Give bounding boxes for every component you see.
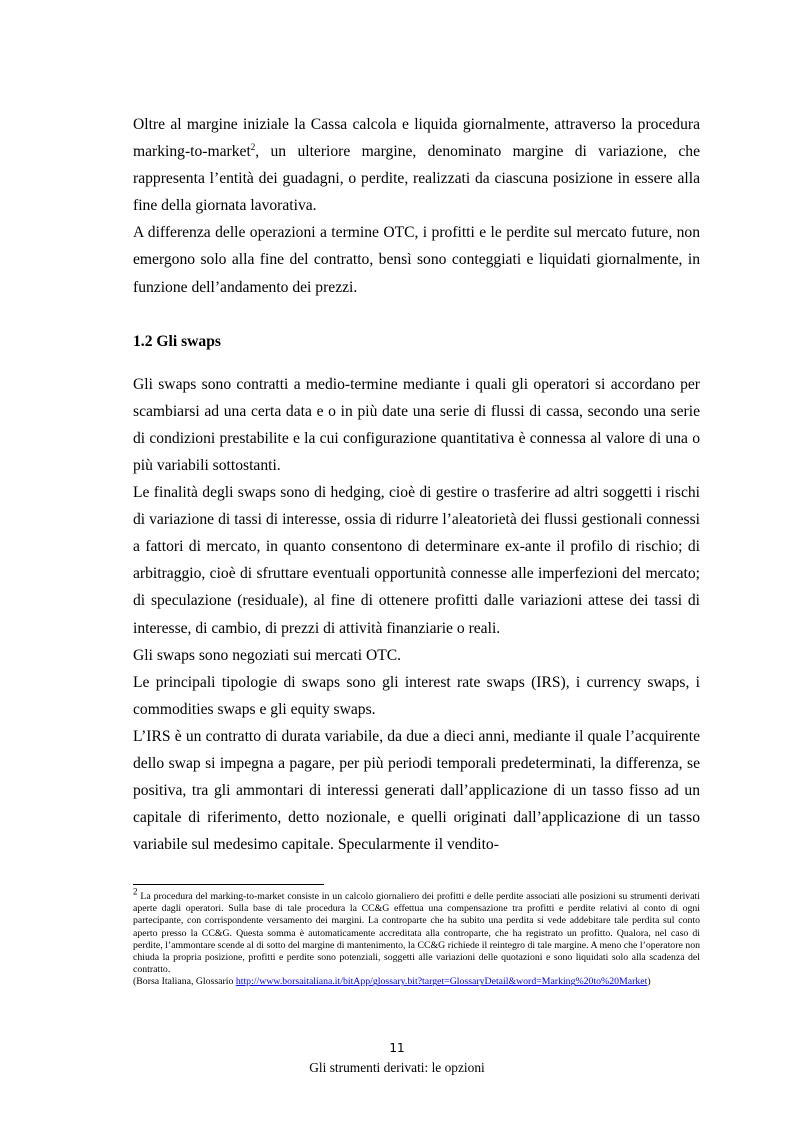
footnote-source-prefix: (Borsa Italiana, Glossario <box>133 976 236 988</box>
paragraph-text: Oltre al margine iniziale la Cassa calcola e liquida giornalmente, attraverso la procedura marking-to-market <box>133 116 700 161</box>
section-heading-block <box>133 328 700 355</box>
running-footer: Gli strumenti derivati: le opzioni <box>309 1060 485 1075</box>
footnote-number: 2 <box>133 886 138 897</box>
paragraph: A differenza delle operazioni a termine OTC, i profitti e le perdite sul mercato future, non emergono solo alla fine del contratto, bensì sono conteggiati e liquidati giornalmente, in funzione dell’andamento dei prezzi. <box>133 224 700 296</box>
footnote-source-link[interactable]: http://www.borsaitaliana.it/bitApp/glossary.bit?target=GlossaryDetail&word=Marking%20to%20Market <box>235 976 648 988</box>
footnote-source-suffix: ) <box>647 976 651 988</box>
footnote-separator <box>133 884 324 885</box>
footnote-text: La procedura del marking-to-market consiste in un calcolo giornaliero dei profitti e delle perdite associati alle posizioni su strumenti derivati aperte dagli operatori. Sulla base di tale procedura la CC&G effettua una compensazione tra profitti e perdite relativi al conto di ogni partecipante, con corrispondente versamento dei margini. La controparte che ha subito una perdita si vede addebitare tale perdita sul conto aperto presso la CC&G. Questa somma è automaticamente accreditata alla controparte, che ha registrato un profitto. Qualora, nel caso di perdite, l’ammontare scende al di sotto del margine di mantenimento, la CC&G richiede il reintegro di tale margine. A meno che l’operatore non chiuda la propria posizione, profitti e perdite sono potenziali, soggetti alle variazioni delle quotazioni e sono liquidati solo alla scadenza del contratto. <box>133 891 700 976</box>
paragraph <box>133 111 700 219</box>
footnote-source <box>133 976 700 988</box>
paragraph: Le principali tipologie di swaps sono gli interest rate swaps (IRS), i currency swaps, i commodities swaps e gli equity swaps. <box>133 673 700 718</box>
paragraph: L’IRS è un contratto di durata variabile, da due a dieci anni, mediante il quale l’acquirente dello swap si impegna a pagare, per più periodi temporali predeterminati, la differenza, se positiva, tra gli ammontari di interessi generati dall’applicazione di un tasso fisso ad un capitale di riferimento, detto nozionale, e quelli originati dall’applicazione di un tasso variabile sul medesimo capitale. Specularmente il vendito- <box>133 727 700 854</box>
main-text <box>133 111 700 858</box>
paragraph-text: , un ulteriore margine, denominato margine di variazione, che rappresenta l’entità dei guadagni, o perdite, realizzati da ciascuna posizione in essere alla fine della giornata lavorativa. <box>133 143 700 215</box>
footnote-reference[interactable]: 2 <box>250 141 256 152</box>
section-heading: 1.2 Gli swaps <box>133 332 221 350</box>
paragraph: Gli swaps sono negoziati sui mercati OTC. <box>133 646 402 664</box>
paragraph: Le finalità degli swaps sono di hedging, cioè di gestire o trasferire ad altri soggetti i rischi di variazione di tassi di interesse, ossia di ridurre l’aleatorietà dei flussi gestionali connessi a fattori di mercato, in quanto consentono di determinare ex-ante il profilo di rischio; di arbitraggio, cioè di sfruttare eventuali opportunità connesse alle imperfezioni del mercato; di speculazione (residuale), al fine di ottenere profitti dalle variazioni attese dei tassi di interesse, di cambio, di prezzi di attività finanziarie o reali. <box>133 484 700 637</box>
page-number: 11 <box>389 1041 405 1055</box>
footnote-body <box>133 886 700 976</box>
paragraph: Gli swaps sono contratti a medio-termine mediante i quali gli operatori si accordano per scambiarsi ad una certa data e o in più date una serie di flussi di cassa, secondo una serie di condizioni prestabilite e la cui configurazione quantitativa è connessa al valore di una o più variabili sottostanti. <box>133 375 700 474</box>
footnote <box>133 886 700 989</box>
